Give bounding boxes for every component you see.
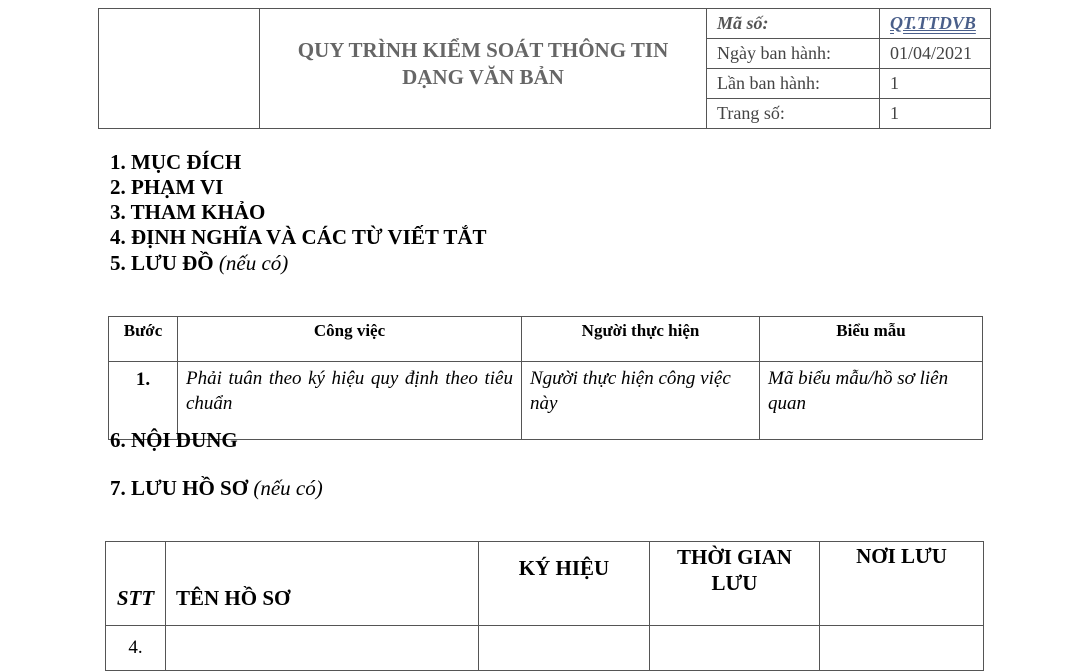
code-label: Mã số: bbox=[707, 9, 880, 39]
section-flowchart-note: (nếu có) bbox=[218, 251, 289, 275]
title-line-2: DẠNG VĂN BẢN bbox=[402, 64, 564, 89]
document-header bbox=[98, 8, 991, 129]
section-flowchart-title: 5. LƯU ĐỒ bbox=[110, 251, 214, 275]
logo-cell bbox=[99, 9, 260, 129]
retention-time-line-1: THỜI GIAN bbox=[677, 545, 792, 569]
table-row bbox=[106, 626, 984, 671]
table-row bbox=[109, 362, 983, 440]
col-stt: STT bbox=[106, 542, 166, 626]
section-records bbox=[110, 476, 323, 501]
cell-performer: Người thực hiện công việc này bbox=[522, 362, 760, 440]
section-flowchart bbox=[110, 251, 288, 276]
page-label: Trang số: bbox=[707, 99, 880, 129]
col-form: Biểu mẫu bbox=[760, 317, 983, 362]
page-value: 1 bbox=[880, 99, 991, 129]
col-retention-time bbox=[650, 542, 820, 626]
cell-symbol bbox=[479, 626, 650, 671]
records-table bbox=[105, 541, 984, 671]
document-title bbox=[260, 9, 707, 129]
cell-step: 1. bbox=[109, 362, 178, 440]
col-storage-place: NƠI LƯU bbox=[820, 542, 984, 626]
col-task: Công việc bbox=[178, 317, 522, 362]
title-line-1: QUY TRÌNH KIỂM SOÁT THÔNG TIN bbox=[297, 37, 669, 62]
col-record-name: TÊN HỒ SƠ bbox=[166, 542, 479, 626]
issue-date-label: Ngày ban hành: bbox=[707, 39, 880, 69]
col-step: Bước bbox=[109, 317, 178, 362]
cell-storage-place bbox=[820, 626, 984, 671]
cell-stt: 4. bbox=[106, 626, 166, 671]
section-purpose: 1. MỤC ĐÍCH bbox=[110, 150, 242, 174]
cell-form: Mã biểu mẫu/hồ sơ liên quan bbox=[760, 362, 983, 440]
section-scope: 2. PHẠM VI bbox=[110, 175, 224, 199]
cell-record-name bbox=[166, 626, 479, 671]
col-performer: Người thực hiện bbox=[522, 317, 760, 362]
col-symbol: KÝ HIỆU bbox=[479, 542, 650, 626]
code-value: QT.TTDVB bbox=[880, 9, 991, 39]
section-definitions: 4. ĐỊNH NGHĨA VÀ CÁC TỪ VIẾT TẮT bbox=[110, 225, 487, 249]
edition-value: 1 bbox=[880, 69, 991, 99]
section-references: 3. THAM KHẢO bbox=[110, 200, 266, 224]
issue-date-value: 01/04/2021 bbox=[880, 39, 991, 69]
retention-time-line-2: LƯU bbox=[711, 571, 758, 595]
section-records-title: 7. LƯU HỒ SƠ bbox=[110, 476, 249, 500]
section-records-note: (nếu có) bbox=[253, 476, 323, 500]
cell-retention-time bbox=[650, 626, 820, 671]
flow-table bbox=[108, 316, 983, 440]
section-content: 6. NỘI DUNG bbox=[110, 428, 238, 452]
edition-label: Lần ban hành: bbox=[707, 69, 880, 99]
cell-task: Phải tuân theo ký hiệu quy định theo tiêu chuẩn bbox=[178, 362, 522, 440]
